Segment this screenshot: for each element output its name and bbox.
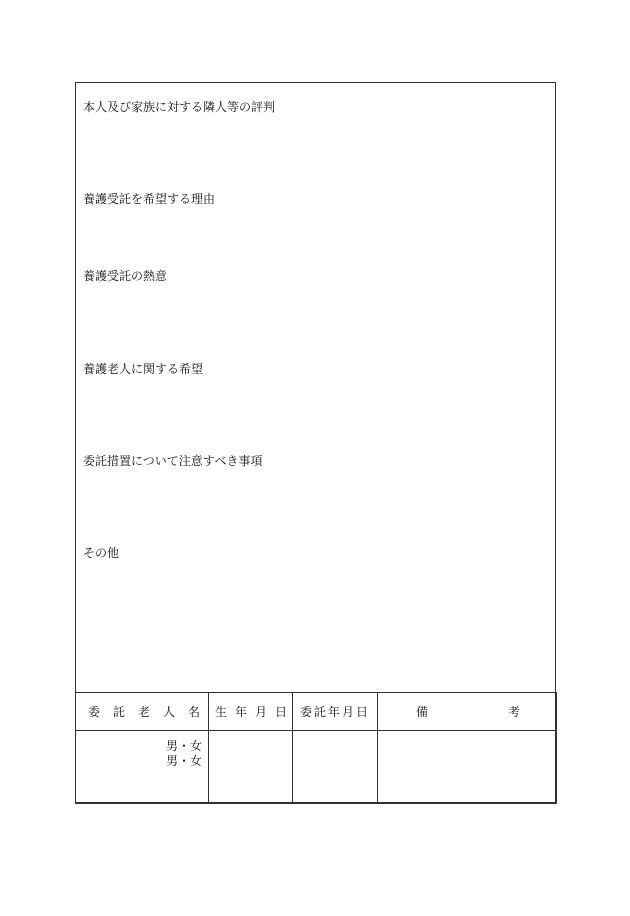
elderly-foster-care-form bbox=[75, 82, 556, 803]
name-cell[interactable] bbox=[76, 731, 209, 804]
section-label-neighbor-reputation: 本人及び家族に対する隣人等の評判 bbox=[83, 100, 276, 114]
table-header-row bbox=[76, 693, 557, 731]
gender-option[interactable]: 男・女 bbox=[165, 739, 202, 753]
table-row bbox=[76, 731, 557, 804]
header-entrusted-elderly-name: 委託老人名 bbox=[76, 693, 209, 731]
gender-options bbox=[76, 731, 208, 769]
header-remarks-right-char: 考 bbox=[507, 705, 520, 719]
entrustment-date-cell[interactable] bbox=[293, 731, 378, 804]
section-label-other: その他 bbox=[83, 546, 120, 560]
gender-option[interactable]: 男・女 bbox=[165, 754, 202, 768]
section-label-elderly-preference: 養護老人に関する希望 bbox=[83, 362, 204, 376]
header-remarks-left-char: 備 bbox=[416, 705, 429, 719]
remarks-cell[interactable] bbox=[378, 731, 557, 804]
entrusted-elderly-table bbox=[75, 692, 557, 804]
header-remarks bbox=[378, 693, 557, 731]
header-birth-date: 生年月日 bbox=[209, 693, 293, 731]
section-label-reason-for-request: 養護受託を希望する理由 bbox=[83, 192, 216, 206]
birth-date-cell[interactable] bbox=[209, 731, 293, 804]
section-label-notes-on-entrustment: 委託措置について注意すべき事項 bbox=[83, 454, 263, 468]
header-entrustment-date: 委託年月日 bbox=[293, 693, 378, 731]
section-label-enthusiasm: 養護受託の熱意 bbox=[83, 269, 168, 283]
